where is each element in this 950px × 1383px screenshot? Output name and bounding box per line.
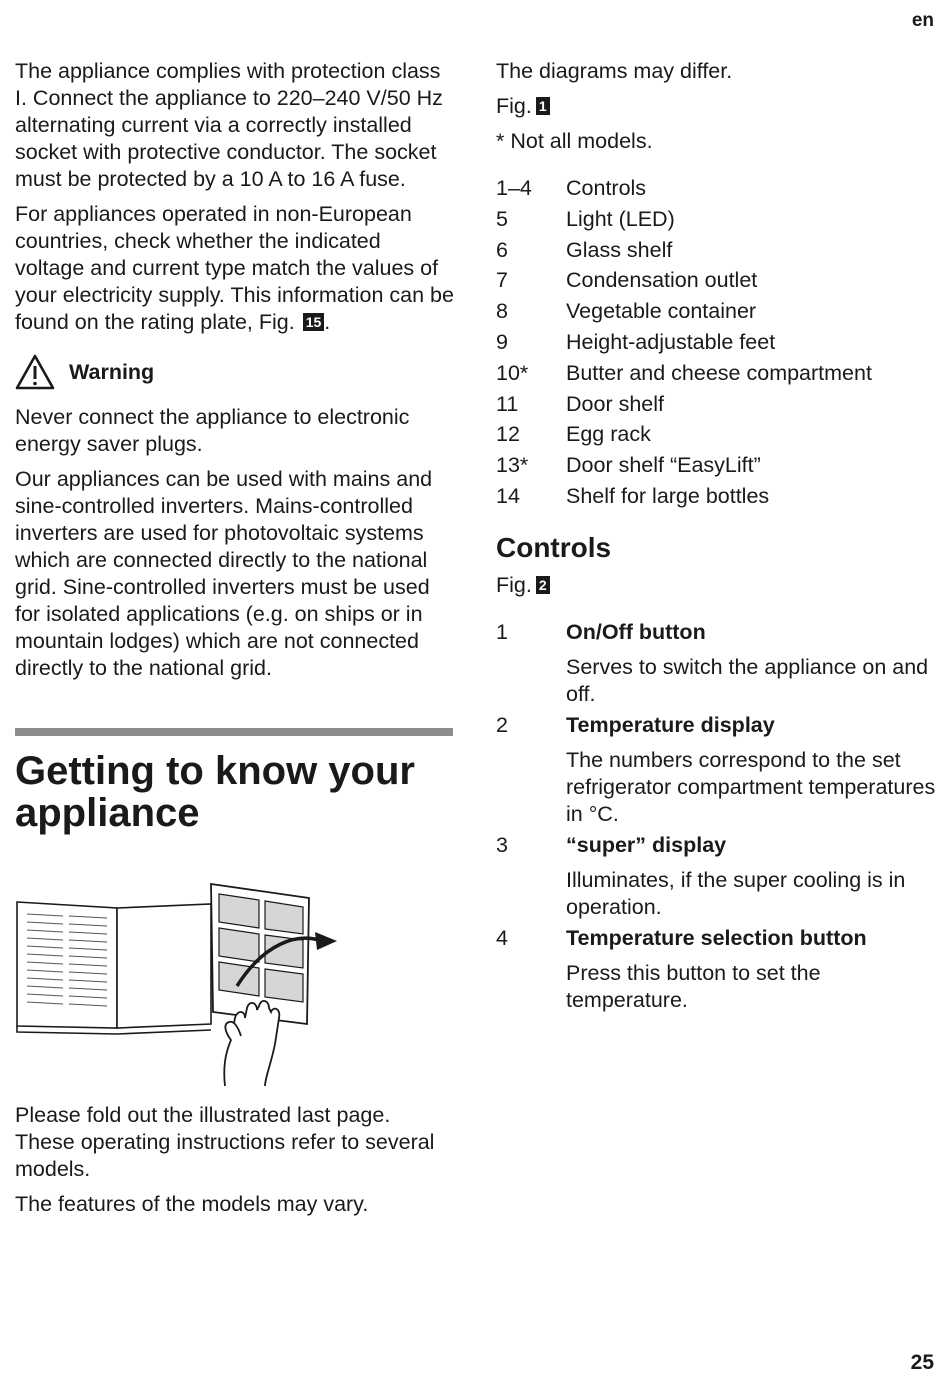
legend-number: 1–4 xyxy=(496,176,532,200)
legend-number: 8 xyxy=(496,299,508,324)
control-number: 4 xyxy=(496,925,508,950)
energy-saver-warning: Never connect the appliance to electronic energy saver plugs. xyxy=(15,405,410,456)
legend-number: 6 xyxy=(496,237,508,262)
diagrams-differ-text: The diagrams may differ. xyxy=(496,59,733,83)
legend-number: 13* xyxy=(496,453,529,478)
left-column xyxy=(15,58,455,1226)
controls-list xyxy=(496,619,936,1014)
list-item xyxy=(496,327,936,358)
legend-label: Vegetable container xyxy=(566,299,757,324)
control-number: 3 xyxy=(496,832,508,857)
control-title: “super” display xyxy=(566,832,727,857)
legend-label: Egg rack xyxy=(566,422,651,447)
fig-label: Fig. xyxy=(496,94,532,118)
list-item xyxy=(496,481,936,512)
legend-number: 9 xyxy=(496,329,508,354)
legend-number: 5 xyxy=(496,206,508,231)
legend-number: 7 xyxy=(496,268,508,293)
list-item xyxy=(496,358,936,389)
control-number: 1 xyxy=(496,619,508,644)
control-description: The numbers correspond to the set refrigerator compartment temperatures in °C. xyxy=(566,747,936,826)
fig-1-reference xyxy=(496,93,936,120)
control-number: 2 xyxy=(496,712,508,737)
fig-badge-1: 1 xyxy=(536,97,550,115)
control-item xyxy=(496,832,936,859)
control-item xyxy=(496,925,936,952)
legend-number: 11 xyxy=(496,391,519,416)
control-title: Temperature display xyxy=(566,712,775,737)
section-heading: Getting to know your appliance xyxy=(15,749,415,835)
control-description: Press this button to set the temperature. xyxy=(566,960,821,1012)
features-paragraph: The features of the models may vary. xyxy=(15,1192,369,1216)
list-item xyxy=(496,173,936,204)
legend-label: Light (LED) xyxy=(566,206,675,231)
control-title: On/Off button xyxy=(566,619,706,644)
control-title: Temperature selection button xyxy=(566,925,867,950)
control-item xyxy=(496,712,936,739)
warning-label: Warning xyxy=(69,359,155,384)
legend-label: Shelf for large bottles xyxy=(566,483,770,508)
legend-number: 12 xyxy=(496,422,520,447)
voltage-check-end: . xyxy=(324,310,331,334)
legend-number: 14 xyxy=(496,483,520,508)
legend-label: Glass shelf xyxy=(566,237,673,262)
list-item xyxy=(496,450,936,481)
list-item xyxy=(496,389,936,420)
control-description: Serves to switch the appliance on and off. xyxy=(566,654,929,706)
voltage-check-paragraph xyxy=(15,201,455,336)
control-description: Illuminates, if the super cooling is in operation. xyxy=(566,867,906,919)
warning-triangle-icon xyxy=(15,354,55,390)
list-item xyxy=(496,419,936,450)
legend-label: Controls xyxy=(566,176,647,200)
fig-badge-2: 2 xyxy=(536,576,550,594)
not-all-models-note: * Not all models. xyxy=(496,129,653,153)
component-legend xyxy=(496,173,936,512)
legend-label: Door shelf xyxy=(566,391,664,416)
list-item xyxy=(496,265,936,296)
fold-out-paragraph: Please fold out the illustrated last page. These operating instructions refer to several models. xyxy=(15,1103,435,1181)
legend-label: Door shelf “EasyLift” xyxy=(566,453,761,478)
fig-2-reference xyxy=(496,572,936,599)
section-divider xyxy=(15,728,453,736)
legend-label: Butter and cheese compartment xyxy=(566,360,872,385)
fig-label: Fig. xyxy=(496,572,532,597)
list-item xyxy=(496,204,936,235)
fold-out-manual-illustration xyxy=(15,878,345,1088)
inverters-paragraph: Our appliances can be used with mains and sine-controlled inverters. Mains-controlled inverters are used for photovoltaic systems which are connected directly to the national grid. Sine-controlled inverters must be used for isolated applications (e.g. on ships or in mountain lodges) which are not connected directly to the national grid. xyxy=(15,467,433,680)
legend-number: 10* xyxy=(496,360,529,385)
page-number: 25 xyxy=(910,1351,934,1374)
fig-badge-15: 15 xyxy=(303,313,325,331)
language-code: en xyxy=(911,10,934,31)
list-item xyxy=(496,235,936,266)
legend-label: Height-adjustable feet xyxy=(566,329,776,354)
list-item xyxy=(496,296,936,327)
right-column xyxy=(496,58,936,1018)
protection-class-paragraph: The appliance complies with protection class I. Connect the appliance to 220–240 V/50 Hz alternating current via a correctly installed socket with protective conductor. The socket must be protected by a 10 A to 16 A fuse. xyxy=(15,59,443,191)
legend-label: Condensation outlet xyxy=(566,268,758,293)
controls-heading: Controls xyxy=(496,531,612,563)
control-item xyxy=(496,619,936,646)
voltage-check-text: For appliances operated in non-European countries, check whether the indicated voltage and current type match the values of your electricity supply. This information can be found on the rating plate, Fig. xyxy=(15,202,454,334)
warning-heading xyxy=(15,354,455,390)
